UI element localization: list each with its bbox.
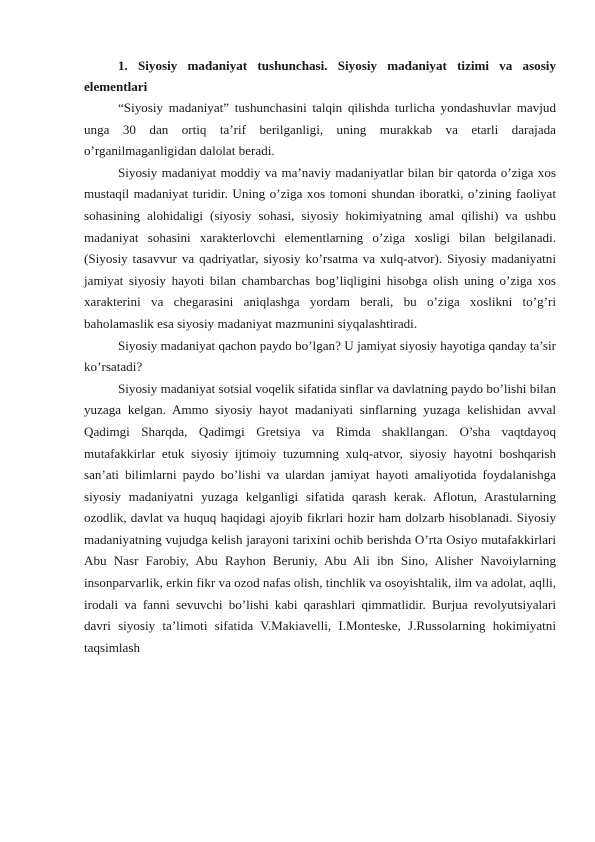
paragraph-definitions: “Siyosiy madaniyat” tushunchasini talqin qilishda turlicha yondashuvlar mavjud unga 30 dan ortiq ta’rif berilganligi, uning murakkab va etarli darajada o’rganilmaganligidan dalolat beradi. (84, 100, 556, 159)
paragraph-history: Siyosiy madaniyat sotsial voqelik sifatida sinflar va davlatning paydo bo’lishi bilan yuzaga kelgan. Ammo siyosiy hayot madaniyati sinflarning yuzaga kelishidan avval Qadimgi Sharqda, Qadimgi Gretsiya va Rimda shakllangan. O’sha vaqtdayoq mutafakkirlar etuk siyosiy ijtimoiy tuzumning xulq-atvor, siyosiy hayotni boshqarish san’ati bilimlarni paydo bo’lishi va ulardan jamiyat hayoti amaliyotida foydalanishga siyosiy madaniyatni yuzaga kelganligi sifatida qarash kerak. Aflotun, Arastularning ozodlik, davlat va huquq haqidagi ajoyib fikrlari hozir ham dolzarb hisoblanadi. Siyosiy madaniyatning vujudga kelish jarayoni tarixini ochib berishda O’rta Osiyo mutafakkirlari Abu Nasr Farobiy, Abu Rayhon Beruniy, Abu Ali ibn Sino, Alisher Navoiylarning insonparvarlik, erkin fikr va ozod nafas olish, tinchlik va osoyishtalik, ilm va adolat, aqlli, irodali va fanni sevuvchi bo’lishi kabi qarashlari qimmatlidir. Burjua revolyutsiyalari davri siyosiy ta’limoti sifatida V.Makiavelli, I.Monteske, J.Russolarning hokimiyatni taqsimlash (84, 380, 557, 655)
paragraph-question: Siyosiy madaniyat qachon paydo bo’lgan? U jamiyat siyosiy hayotiga qanday ta’sir ko’rsatadi? (84, 337, 556, 375)
section-heading: 1. Siyosiy madaniyat tushunchasi. Siyosiy madaniyat tizimi va asosiy elementlari (84, 58, 556, 94)
paragraph-political-culture-type: Siyosiy madaniyat moddiy va ma’naviy madaniyatlar bilan bir qatorda o’ziga xos mustaqil madaniyat turidir. Uning o’ziga xos tomoni shundan iboratki, o’zining faoliyat sohasining alohidaligi (siyosiy sohasi, siyosiy hokimiyatning amal qilishi) va ushbu madaniyat sohasini xarakterlovchi elementlarning o’ziga xosligi bilan belgilanadi. (Siyosiy tasavvur va qadriyatlar, siyosiy ko’rsatma va xulq-atvor). Siyosiy madaniyatni jamiyat siyosiy hayoti bilan chambarchas bog’liqligini hisobga olish uning o’ziga xos xarakterini va chegarasini aniqlashga yordam berali, bu o’ziga xoslikni to’g’ri baholamaslik esa siyosiy madaniyat mazmunini siyqalashtiradi. (84, 164, 556, 331)
document-page (84, 52, 556, 658)
